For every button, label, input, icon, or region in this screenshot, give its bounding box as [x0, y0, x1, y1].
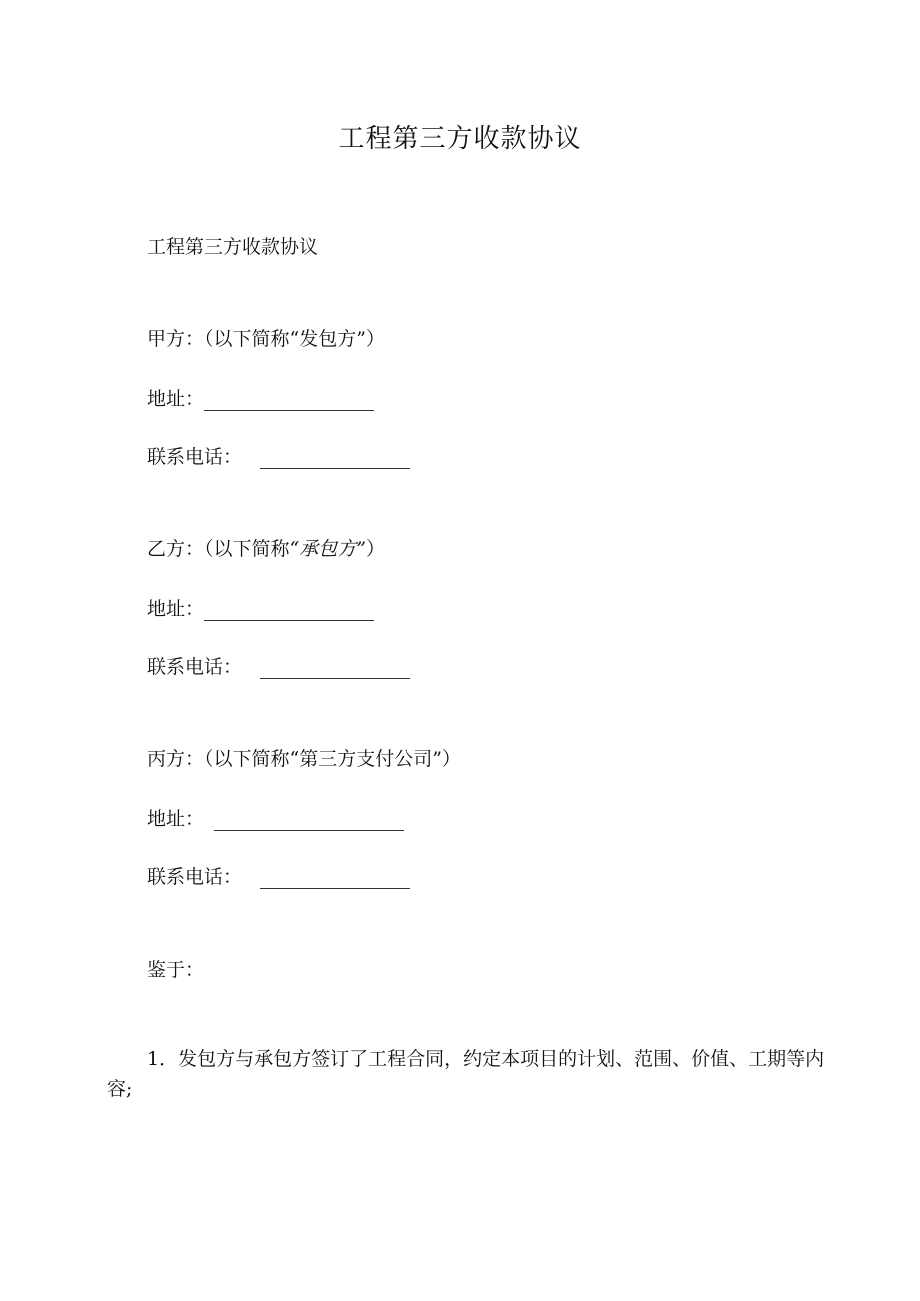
party-b-phone-label: 联系电话： — [147, 656, 243, 678]
party-b-address-label: 地址： — [147, 598, 205, 620]
party-b-phone-row — [147, 652, 410, 679]
party-b-address-row — [147, 594, 374, 621]
party-a-address-row — [147, 384, 374, 411]
party-c-address-row — [147, 804, 404, 831]
party-a-phone-field[interactable] — [260, 448, 410, 469]
party-a-address-field[interactable] — [204, 390, 374, 411]
party-a-phone-row — [147, 442, 410, 469]
party-a-phone-label: 联系电话： — [147, 446, 243, 468]
party-c-address-field[interactable] — [214, 810, 404, 831]
document-subtitle: 工程第三方收款协议 — [147, 236, 319, 258]
party-b-heading — [147, 534, 385, 561]
party-a-address-label: 地址： — [147, 388, 205, 410]
party-b-heading-suffix: ） — [365, 538, 385, 560]
party-c-phone-field[interactable] — [260, 868, 410, 889]
party-c-heading: 丙方：（以下简称“第三方支付公司”） — [147, 748, 461, 770]
party-a-heading: 甲方：（以下简称“发包方”） — [147, 328, 385, 350]
whereas-clause-1: 1．发包方与承包方签订了工程合同，约定本项目的计划、范围、价值、工期等内容; — [107, 1048, 825, 1100]
party-b-heading-prefix: 乙方：（以下简称 — [147, 538, 290, 560]
party-b-address-field[interactable] — [204, 600, 374, 621]
party-c-phone-row — [147, 862, 410, 889]
party-b-phone-field[interactable] — [260, 658, 410, 679]
document-title: 工程第三方收款协议 — [338, 124, 582, 154]
party-c-phone-label: 联系电话： — [147, 866, 243, 888]
party-c-address-label: 地址： — [147, 808, 205, 830]
party-b-heading-alias: “承包方” — [289, 538, 366, 560]
whereas-label: 鉴于： — [147, 959, 205, 981]
